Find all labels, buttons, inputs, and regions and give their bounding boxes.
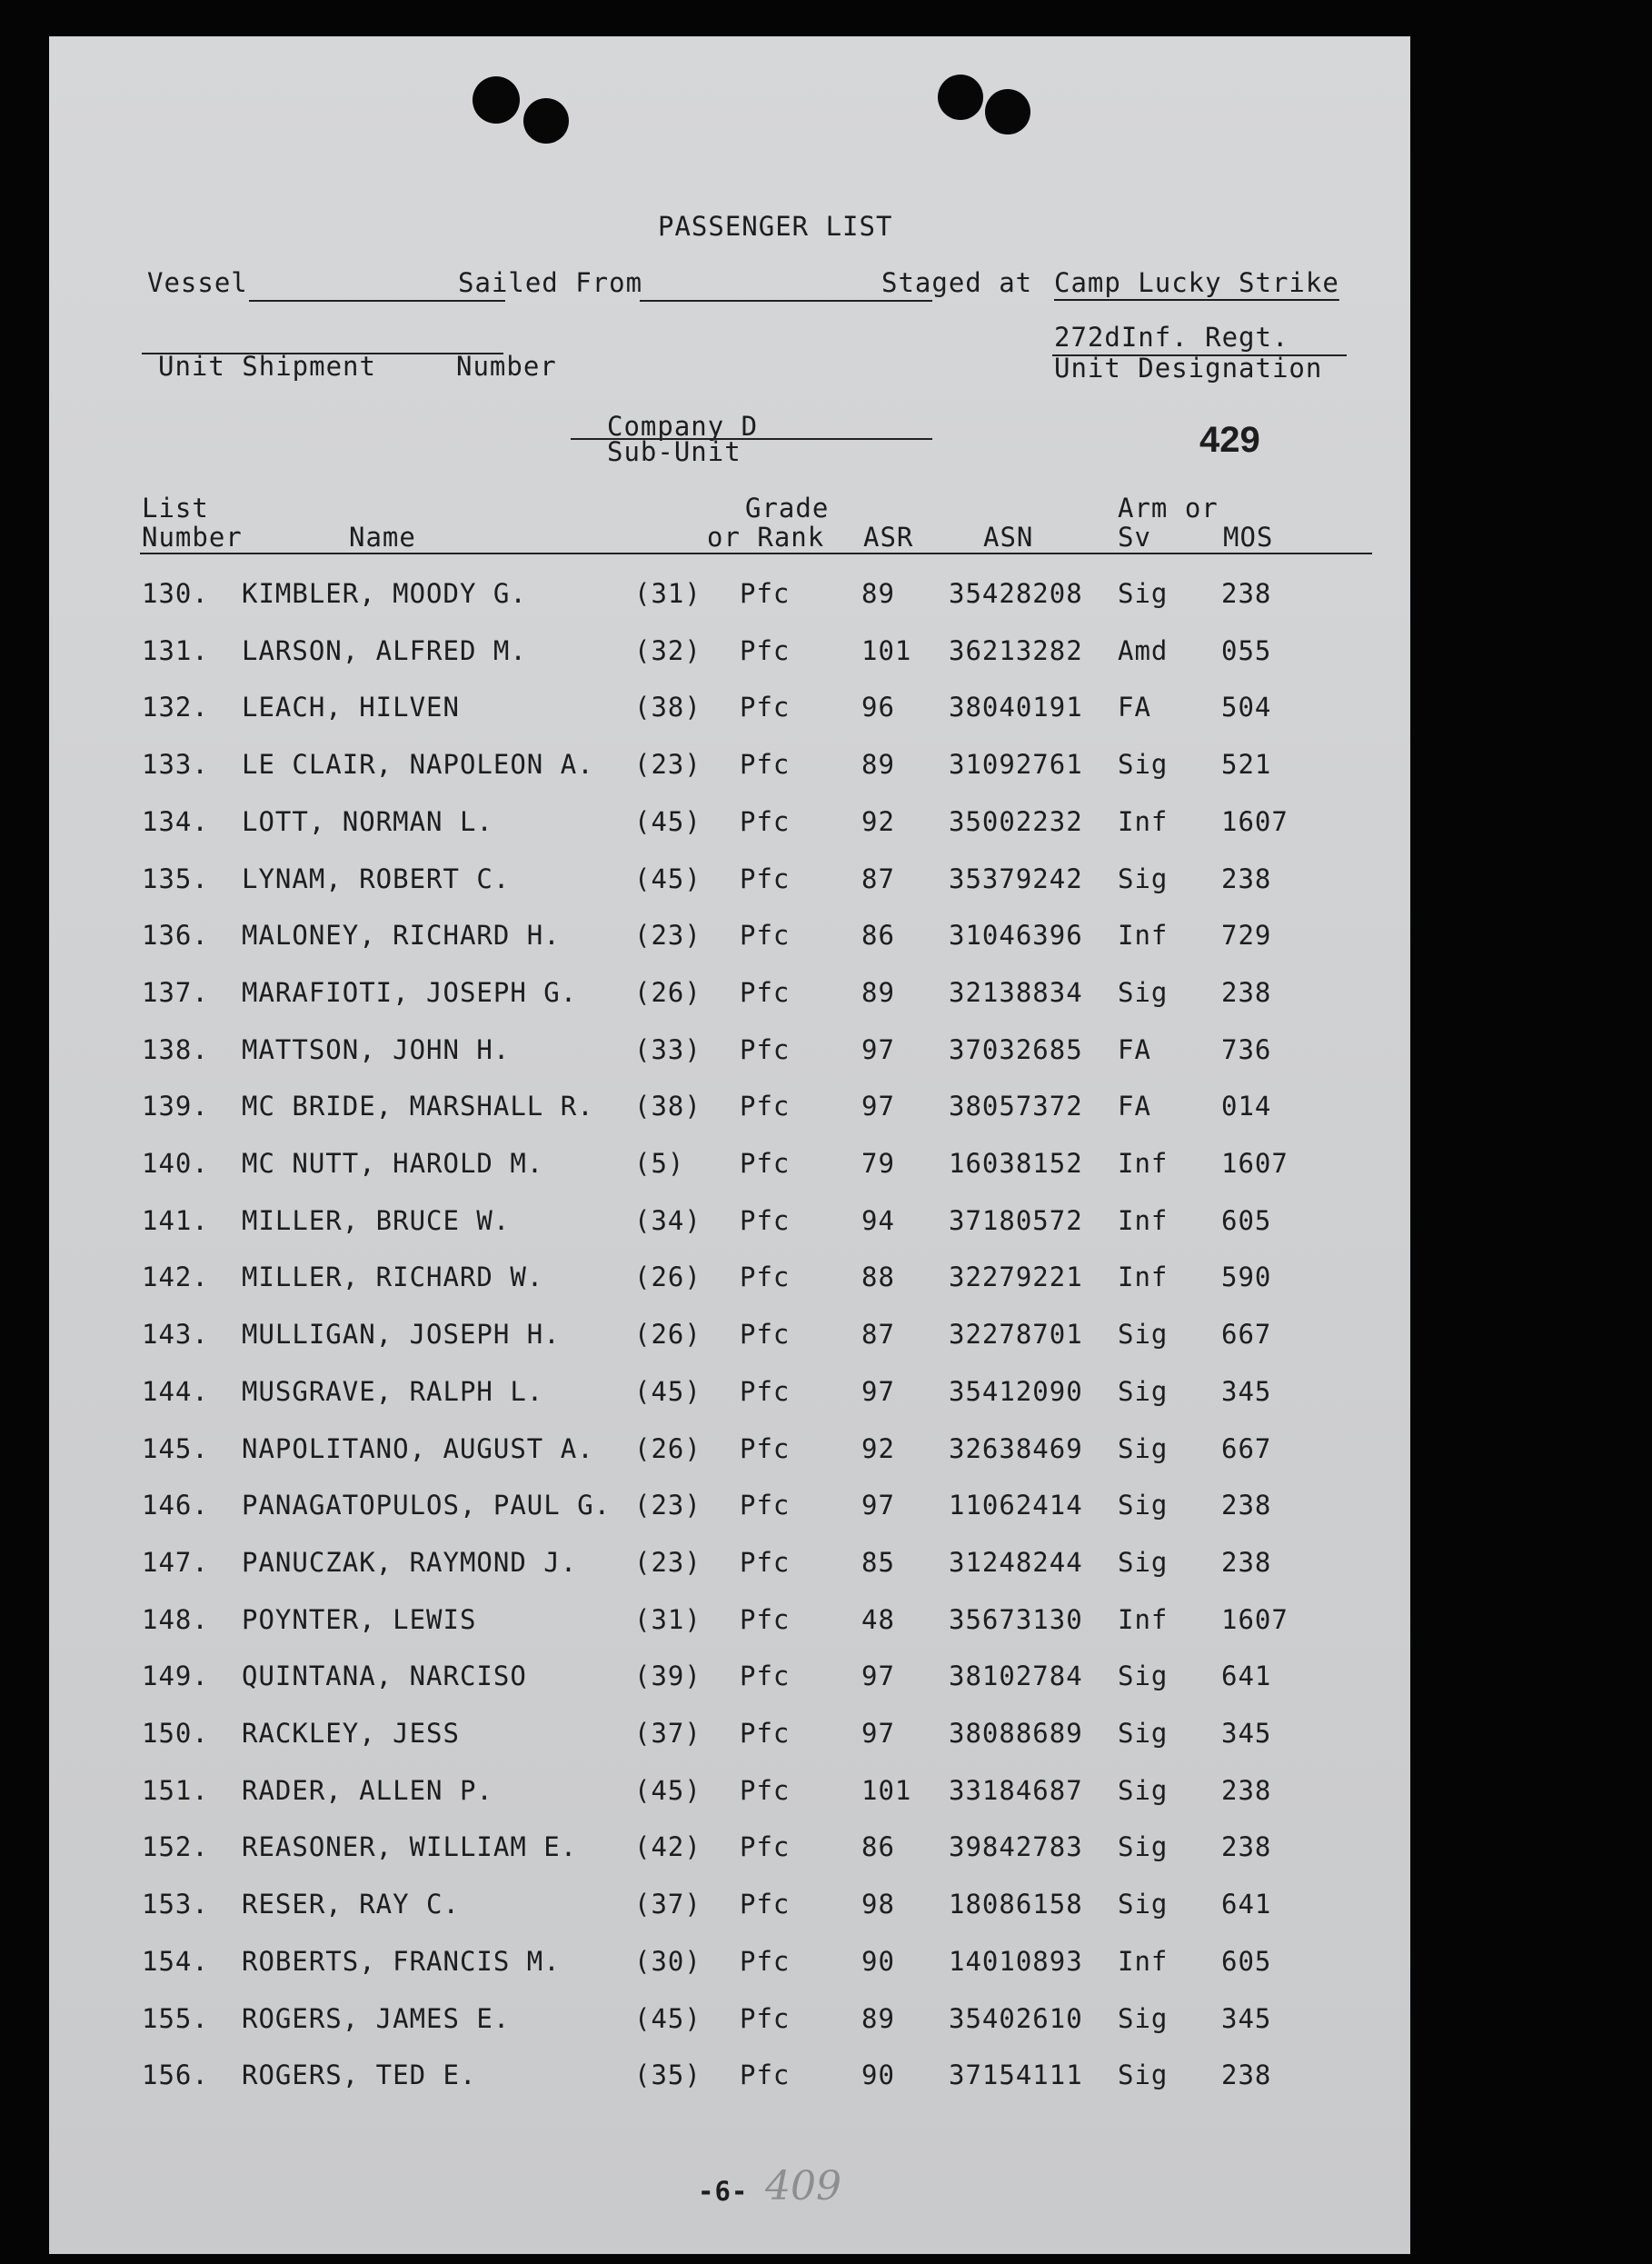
table-row — [49, 1718, 1410, 1754]
table-row — [49, 578, 1410, 614]
list-number: 134. — [142, 806, 209, 837]
grade-rank: Pfc — [740, 863, 791, 894]
passenger-code: (26) — [634, 1262, 702, 1292]
table-row — [49, 1775, 1410, 1811]
arm-service: Sig — [1118, 1547, 1169, 1578]
stamp-number: 429 — [1199, 420, 1260, 460]
table-row — [49, 1433, 1410, 1470]
list-number: 151. — [142, 1775, 209, 1806]
asr-score: 88 — [861, 1262, 895, 1292]
arm-service: Sig — [1118, 1376, 1169, 1407]
arm-service: FA — [1118, 1091, 1151, 1122]
arm-service: Inf — [1118, 1946, 1169, 1977]
table-row — [49, 1091, 1410, 1127]
mos-code: 238 — [1221, 1831, 1272, 1862]
table-row — [49, 2060, 1410, 2096]
mos-code: 667 — [1221, 1433, 1272, 1464]
vessel-label: Vessel — [147, 267, 248, 298]
mos-code: 345 — [1221, 1376, 1272, 1407]
passenger-code: (26) — [634, 1433, 702, 1464]
passenger-code: (23) — [634, 920, 702, 951]
mos-code: 729 — [1221, 920, 1272, 951]
asn-serial: 35402610 — [949, 2003, 1083, 2034]
mos-code: 667 — [1221, 1319, 1272, 1350]
asn-serial: 33184687 — [949, 1775, 1083, 1806]
mos-code: 345 — [1221, 1718, 1272, 1749]
asr-score: 101 — [861, 1775, 912, 1806]
grade-rank: Pfc — [740, 1831, 791, 1862]
asn-serial: 31092761 — [949, 749, 1083, 780]
arm-service: Sig — [1118, 578, 1169, 609]
passenger-name: LE CLAIR, NAPOLEON A. — [242, 749, 594, 780]
table-row — [49, 1946, 1410, 1982]
passenger-name: RACKLEY, JESS — [242, 1718, 460, 1749]
mos-code: 736 — [1221, 1034, 1272, 1065]
list-number: 154. — [142, 1946, 209, 1977]
asn-serial: 35379242 — [949, 863, 1083, 894]
passenger-name: MALONEY, RICHARD H. — [242, 920, 561, 951]
passenger-code: (30) — [634, 1946, 702, 1977]
grade-rank: Pfc — [740, 1148, 791, 1179]
passenger-name: PANAGATOPULOS, PAUL G. — [242, 1490, 612, 1521]
arm-service: Sig — [1118, 1831, 1169, 1862]
passenger-code: (37) — [634, 1889, 702, 1920]
asr-score: 97 — [861, 1661, 895, 1691]
unit-designation-label: Unit Designation — [1054, 353, 1323, 384]
arm-service: Sig — [1118, 1319, 1169, 1350]
table-row — [49, 635, 1410, 672]
passenger-code: (35) — [634, 2060, 702, 2090]
table-row — [49, 1831, 1410, 1868]
passenger-code: (23) — [634, 1490, 702, 1521]
list-number: 148. — [142, 1604, 209, 1635]
grade-rank: Pfc — [740, 1490, 791, 1521]
sub-unit-value: Company D — [607, 411, 759, 442]
mos-code: 641 — [1221, 1889, 1272, 1920]
page-number: -6- — [698, 2176, 749, 2207]
list-number: 144. — [142, 1376, 209, 1407]
col-header-list: List — [142, 493, 209, 524]
table-row — [49, 2003, 1410, 2040]
asn-serial: 14010893 — [949, 1946, 1083, 1977]
mos-code: 605 — [1221, 1205, 1272, 1236]
asr-score: 101 — [861, 635, 912, 666]
grade-rank: Pfc — [740, 2003, 791, 2034]
list-number: 155. — [142, 2003, 209, 2034]
asr-score: 97 — [861, 1718, 895, 1749]
list-number: 130. — [142, 578, 209, 609]
grade-rank: Pfc — [740, 1205, 791, 1236]
grade-rank: Pfc — [740, 1775, 791, 1806]
asr-score: 86 — [861, 1831, 895, 1862]
table-row — [49, 1604, 1410, 1641]
punch-hole — [473, 76, 520, 124]
mos-code: 238 — [1221, 578, 1272, 609]
list-number: 146. — [142, 1490, 209, 1521]
arm-service: Sig — [1118, 863, 1169, 894]
header-rule — [140, 553, 1372, 554]
list-number: 138. — [142, 1034, 209, 1065]
grade-rank: Pfc — [740, 977, 791, 1008]
mos-code: 238 — [1221, 1490, 1272, 1521]
asr-score: 94 — [861, 1205, 895, 1236]
asn-serial: 37032685 — [949, 1034, 1083, 1065]
asn-serial: 38088689 — [949, 1718, 1083, 1749]
asn-serial: 35428208 — [949, 578, 1083, 609]
passenger-code: (34) — [634, 1205, 702, 1236]
asn-serial: 18086158 — [949, 1889, 1083, 1920]
mos-code: 014 — [1221, 1091, 1272, 1122]
table-row — [49, 749, 1410, 785]
passenger-code: (26) — [634, 1319, 702, 1350]
document-page — [49, 36, 1410, 2254]
grade-rank: Pfc — [740, 1319, 791, 1350]
list-number: 143. — [142, 1319, 209, 1350]
col-header-grade: Grade — [745, 493, 830, 524]
table-row — [49, 1376, 1410, 1412]
list-number: 141. — [142, 1205, 209, 1236]
passenger-code: (37) — [634, 1718, 702, 1749]
punch-hole — [938, 75, 983, 120]
mos-code: 504 — [1221, 692, 1272, 723]
punch-hole — [985, 89, 1030, 135]
passenger-name: LYNAM, ROBERT C. — [242, 863, 511, 894]
asr-score: 97 — [861, 1490, 895, 1521]
list-number: 132. — [142, 692, 209, 723]
asr-score: 86 — [861, 920, 895, 951]
grade-rank: Pfc — [740, 1718, 791, 1749]
asn-serial: 31248244 — [949, 1547, 1083, 1578]
asn-serial: 32278701 — [949, 1319, 1083, 1350]
arm-service: Inf — [1118, 920, 1169, 951]
passenger-name: MC NUTT, HAROLD M. — [242, 1148, 544, 1179]
asr-score: 85 — [861, 1547, 895, 1578]
list-number: 140. — [142, 1148, 209, 1179]
unit-designation-value: 272dInf. Regt. — [1054, 322, 1289, 353]
table-row — [49, 1262, 1410, 1298]
passenger-code: (5) — [634, 1148, 685, 1179]
list-number: 156. — [142, 2060, 209, 2090]
arm-service: Inf — [1118, 1148, 1169, 1179]
table-row — [49, 920, 1410, 956]
asn-serial: 38040191 — [949, 692, 1083, 723]
asn-serial: 35002232 — [949, 806, 1083, 837]
asn-serial: 32638469 — [949, 1433, 1083, 1464]
asn-serial: 38057372 — [949, 1091, 1083, 1122]
passenger-name: ROBERTS, FRANCIS M. — [242, 1946, 561, 1977]
arm-service: Sig — [1118, 1889, 1169, 1920]
grade-rank: Pfc — [740, 635, 791, 666]
passenger-code: (38) — [634, 1091, 702, 1122]
asn-serial: 36213282 — [949, 635, 1083, 666]
arm-service: Sig — [1118, 1718, 1169, 1749]
list-number: 133. — [142, 749, 209, 780]
asr-score: 98 — [861, 1889, 895, 1920]
grade-rank: Pfc — [740, 1433, 791, 1464]
col-header-name: Name — [349, 522, 416, 553]
table-row — [49, 1490, 1410, 1526]
table-row — [49, 1889, 1410, 1925]
list-number: 153. — [142, 1889, 209, 1920]
asn-serial: 38102784 — [949, 1661, 1083, 1691]
list-number: 136. — [142, 920, 209, 951]
mos-code: 238 — [1221, 2060, 1272, 2090]
passenger-name: LARSON, ALFRED M. — [242, 635, 527, 666]
list-number: 131. — [142, 635, 209, 666]
grade-rank: Pfc — [740, 749, 791, 780]
passenger-code: (45) — [634, 2003, 702, 2034]
grade-rank: Pfc — [740, 1547, 791, 1578]
staged-at-label: Staged at — [881, 267, 1033, 298]
mos-code: 1607 — [1221, 1604, 1289, 1635]
sub-unit-label: Sub-Unit — [607, 436, 741, 467]
table-row — [49, 1661, 1410, 1697]
mos-code: 605 — [1221, 1946, 1272, 1977]
arm-service: Sig — [1118, 977, 1169, 1008]
asn-serial: 11062414 — [949, 1490, 1083, 1521]
table-row — [49, 1205, 1410, 1242]
table-row — [49, 977, 1410, 1013]
passenger-name: MILLER, RICHARD W. — [242, 1262, 544, 1292]
grade-rank: Pfc — [740, 806, 791, 837]
mos-code: 1607 — [1221, 806, 1289, 837]
mos-code: 1607 — [1221, 1148, 1289, 1179]
arm-service: Sig — [1118, 2003, 1169, 2034]
arm-service: Sig — [1118, 1661, 1169, 1691]
passenger-code: (31) — [634, 1604, 702, 1635]
list-number: 137. — [142, 977, 209, 1008]
table-row — [49, 1547, 1410, 1583]
asr-score: 97 — [861, 1091, 895, 1122]
asr-score: 89 — [861, 578, 895, 609]
asr-score: 48 — [861, 1604, 895, 1635]
grade-rank: Pfc — [740, 1604, 791, 1635]
list-number: 149. — [142, 1661, 209, 1691]
col-header-arm: Arm or — [1118, 493, 1219, 524]
passenger-name: POYNTER, LEWIS — [242, 1604, 477, 1635]
asn-serial: 16038152 — [949, 1148, 1083, 1179]
grade-rank: Pfc — [740, 1946, 791, 1977]
asr-score: 92 — [861, 806, 895, 837]
col-header-sv: Sv — [1118, 522, 1151, 553]
sailed-from-label: Sailed From — [458, 267, 643, 298]
asr-score: 89 — [861, 749, 895, 780]
passenger-name: RADER, ALLEN P. — [242, 1775, 493, 1806]
table-row — [49, 1034, 1410, 1071]
arm-service: FA — [1118, 692, 1151, 723]
grade-rank: Pfc — [740, 1091, 791, 1122]
arm-service: Inf — [1118, 1604, 1169, 1635]
col-header-mos: MOS — [1223, 522, 1274, 553]
asr-score: 97 — [861, 1376, 895, 1407]
arm-service: Amd — [1118, 635, 1169, 666]
asr-score: 87 — [861, 863, 895, 894]
passenger-name: MULLIGAN, JOSEPH H. — [242, 1319, 561, 1350]
list-number: 147. — [142, 1547, 209, 1578]
table-row — [49, 1319, 1410, 1355]
asr-score: 79 — [861, 1148, 895, 1179]
asr-score: 89 — [861, 977, 895, 1008]
asn-serial: 35412090 — [949, 1376, 1083, 1407]
mos-code: 641 — [1221, 1661, 1272, 1691]
asr-score: 97 — [861, 1034, 895, 1065]
passenger-code: (38) — [634, 692, 702, 723]
asn-serial: 37154111 — [949, 2060, 1083, 2090]
asr-score: 87 — [861, 1319, 895, 1350]
passenger-code: (45) — [634, 863, 702, 894]
passenger-name: KIMBLER, MOODY G. — [242, 578, 527, 609]
col-header-rank: or Rank — [707, 522, 825, 553]
list-number: 142. — [142, 1262, 209, 1292]
asn-serial: 31046396 — [949, 920, 1083, 951]
grade-rank: Pfc — [740, 1661, 791, 1691]
asn-serial: 35673130 — [949, 1604, 1083, 1635]
mos-code: 590 — [1221, 1262, 1272, 1292]
table-row — [49, 692, 1410, 728]
passenger-name: ROGERS, TED E. — [242, 2060, 477, 2090]
list-number: 145. — [142, 1433, 209, 1464]
grade-rank: Pfc — [740, 692, 791, 723]
mos-code: 238 — [1221, 863, 1272, 894]
passenger-code: (45) — [634, 1376, 702, 1407]
grade-rank: Pfc — [740, 2060, 791, 2090]
passenger-name: MUSGRAVE, RALPH L. — [242, 1376, 544, 1407]
grade-rank: Pfc — [740, 1889, 791, 1920]
table-row — [49, 863, 1410, 900]
passenger-code: (31) — [634, 578, 702, 609]
asn-serial: 37180572 — [949, 1205, 1083, 1236]
number-label: Number — [456, 351, 557, 382]
asr-score: 89 — [861, 2003, 895, 2034]
mos-code: 055 — [1221, 635, 1272, 666]
arm-service: Sig — [1118, 1775, 1169, 1806]
asr-score: 90 — [861, 1946, 895, 1977]
passenger-code: (45) — [634, 1775, 702, 1806]
mos-code: 345 — [1221, 2003, 1272, 2034]
vessel-blank-line — [249, 300, 505, 302]
asn-serial: 32138834 — [949, 977, 1083, 1008]
passenger-name: NAPOLITANO, AUGUST A. — [242, 1433, 594, 1464]
grade-rank: Pfc — [740, 1034, 791, 1065]
mos-code: 521 — [1221, 749, 1272, 780]
page-title: PASSENGER LIST — [658, 211, 893, 242]
col-header-asn: ASN — [983, 522, 1034, 553]
grade-rank: Pfc — [740, 1376, 791, 1407]
unit-shipment-label: Unit Shipment — [158, 351, 376, 382]
passenger-code: (45) — [634, 806, 702, 837]
passenger-name: MILLER, BRUCE W. — [242, 1205, 511, 1236]
passenger-name: MARAFIOTI, JOSEPH G. — [242, 977, 578, 1008]
arm-service: FA — [1118, 1034, 1151, 1065]
grade-rank: Pfc — [740, 578, 791, 609]
asr-score: 90 — [861, 2060, 895, 2090]
arm-service: Inf — [1118, 1262, 1169, 1292]
passenger-code: (23) — [634, 1547, 702, 1578]
list-number: 150. — [142, 1718, 209, 1749]
passenger-name: REASONER, WILLIAM E. — [242, 1831, 578, 1862]
staged-at-value: Camp Lucky Strike — [1054, 267, 1339, 298]
col-header-asr: ASR — [863, 522, 914, 553]
list-number: 139. — [142, 1091, 209, 1122]
passenger-name: ROGERS, JAMES E. — [242, 2003, 511, 2034]
passenger-name: RESER, RAY C. — [242, 1889, 460, 1920]
table-row — [49, 806, 1410, 843]
asn-serial: 39842783 — [949, 1831, 1083, 1862]
grade-rank: Pfc — [740, 1262, 791, 1292]
passenger-name: LEACH, HILVEN — [242, 692, 460, 723]
arm-service: Inf — [1118, 1205, 1169, 1236]
mos-code: 238 — [1221, 1775, 1272, 1806]
arm-service: Sig — [1118, 2060, 1169, 2090]
asr-score: 92 — [861, 1433, 895, 1464]
sailed-from-blank-line — [640, 300, 932, 302]
passenger-code: (42) — [634, 1831, 702, 1862]
asr-score: 96 — [861, 692, 895, 723]
grade-rank: Pfc — [740, 920, 791, 951]
passenger-code: (39) — [634, 1661, 702, 1691]
list-number: 152. — [142, 1831, 209, 1862]
punch-hole — [523, 98, 569, 144]
passenger-name: LOTT, NORMAN L. — [242, 806, 493, 837]
arm-service: Sig — [1118, 749, 1169, 780]
handwritten-note: 409 — [765, 2163, 841, 2209]
passenger-code: (32) — [634, 635, 702, 666]
col-header-number: Number — [142, 522, 243, 553]
arm-service: Inf — [1118, 806, 1169, 837]
list-number: 135. — [142, 863, 209, 894]
asn-serial: 32279221 — [949, 1262, 1083, 1292]
arm-service: Sig — [1118, 1490, 1169, 1521]
passenger-name: MC BRIDE, MARSHALL R. — [242, 1091, 594, 1122]
passenger-code: (23) — [634, 749, 702, 780]
table-row — [49, 1148, 1410, 1184]
passenger-name: MATTSON, JOHN H. — [242, 1034, 511, 1065]
mos-code: 238 — [1221, 1547, 1272, 1578]
passenger-name: QUINTANA, NARCISO — [242, 1661, 527, 1691]
arm-service: Sig — [1118, 1433, 1169, 1464]
passenger-code: (26) — [634, 977, 702, 1008]
passenger-code: (33) — [634, 1034, 702, 1065]
passenger-name: PANUCZAK, RAYMOND J. — [242, 1547, 578, 1578]
mos-code: 238 — [1221, 977, 1272, 1008]
